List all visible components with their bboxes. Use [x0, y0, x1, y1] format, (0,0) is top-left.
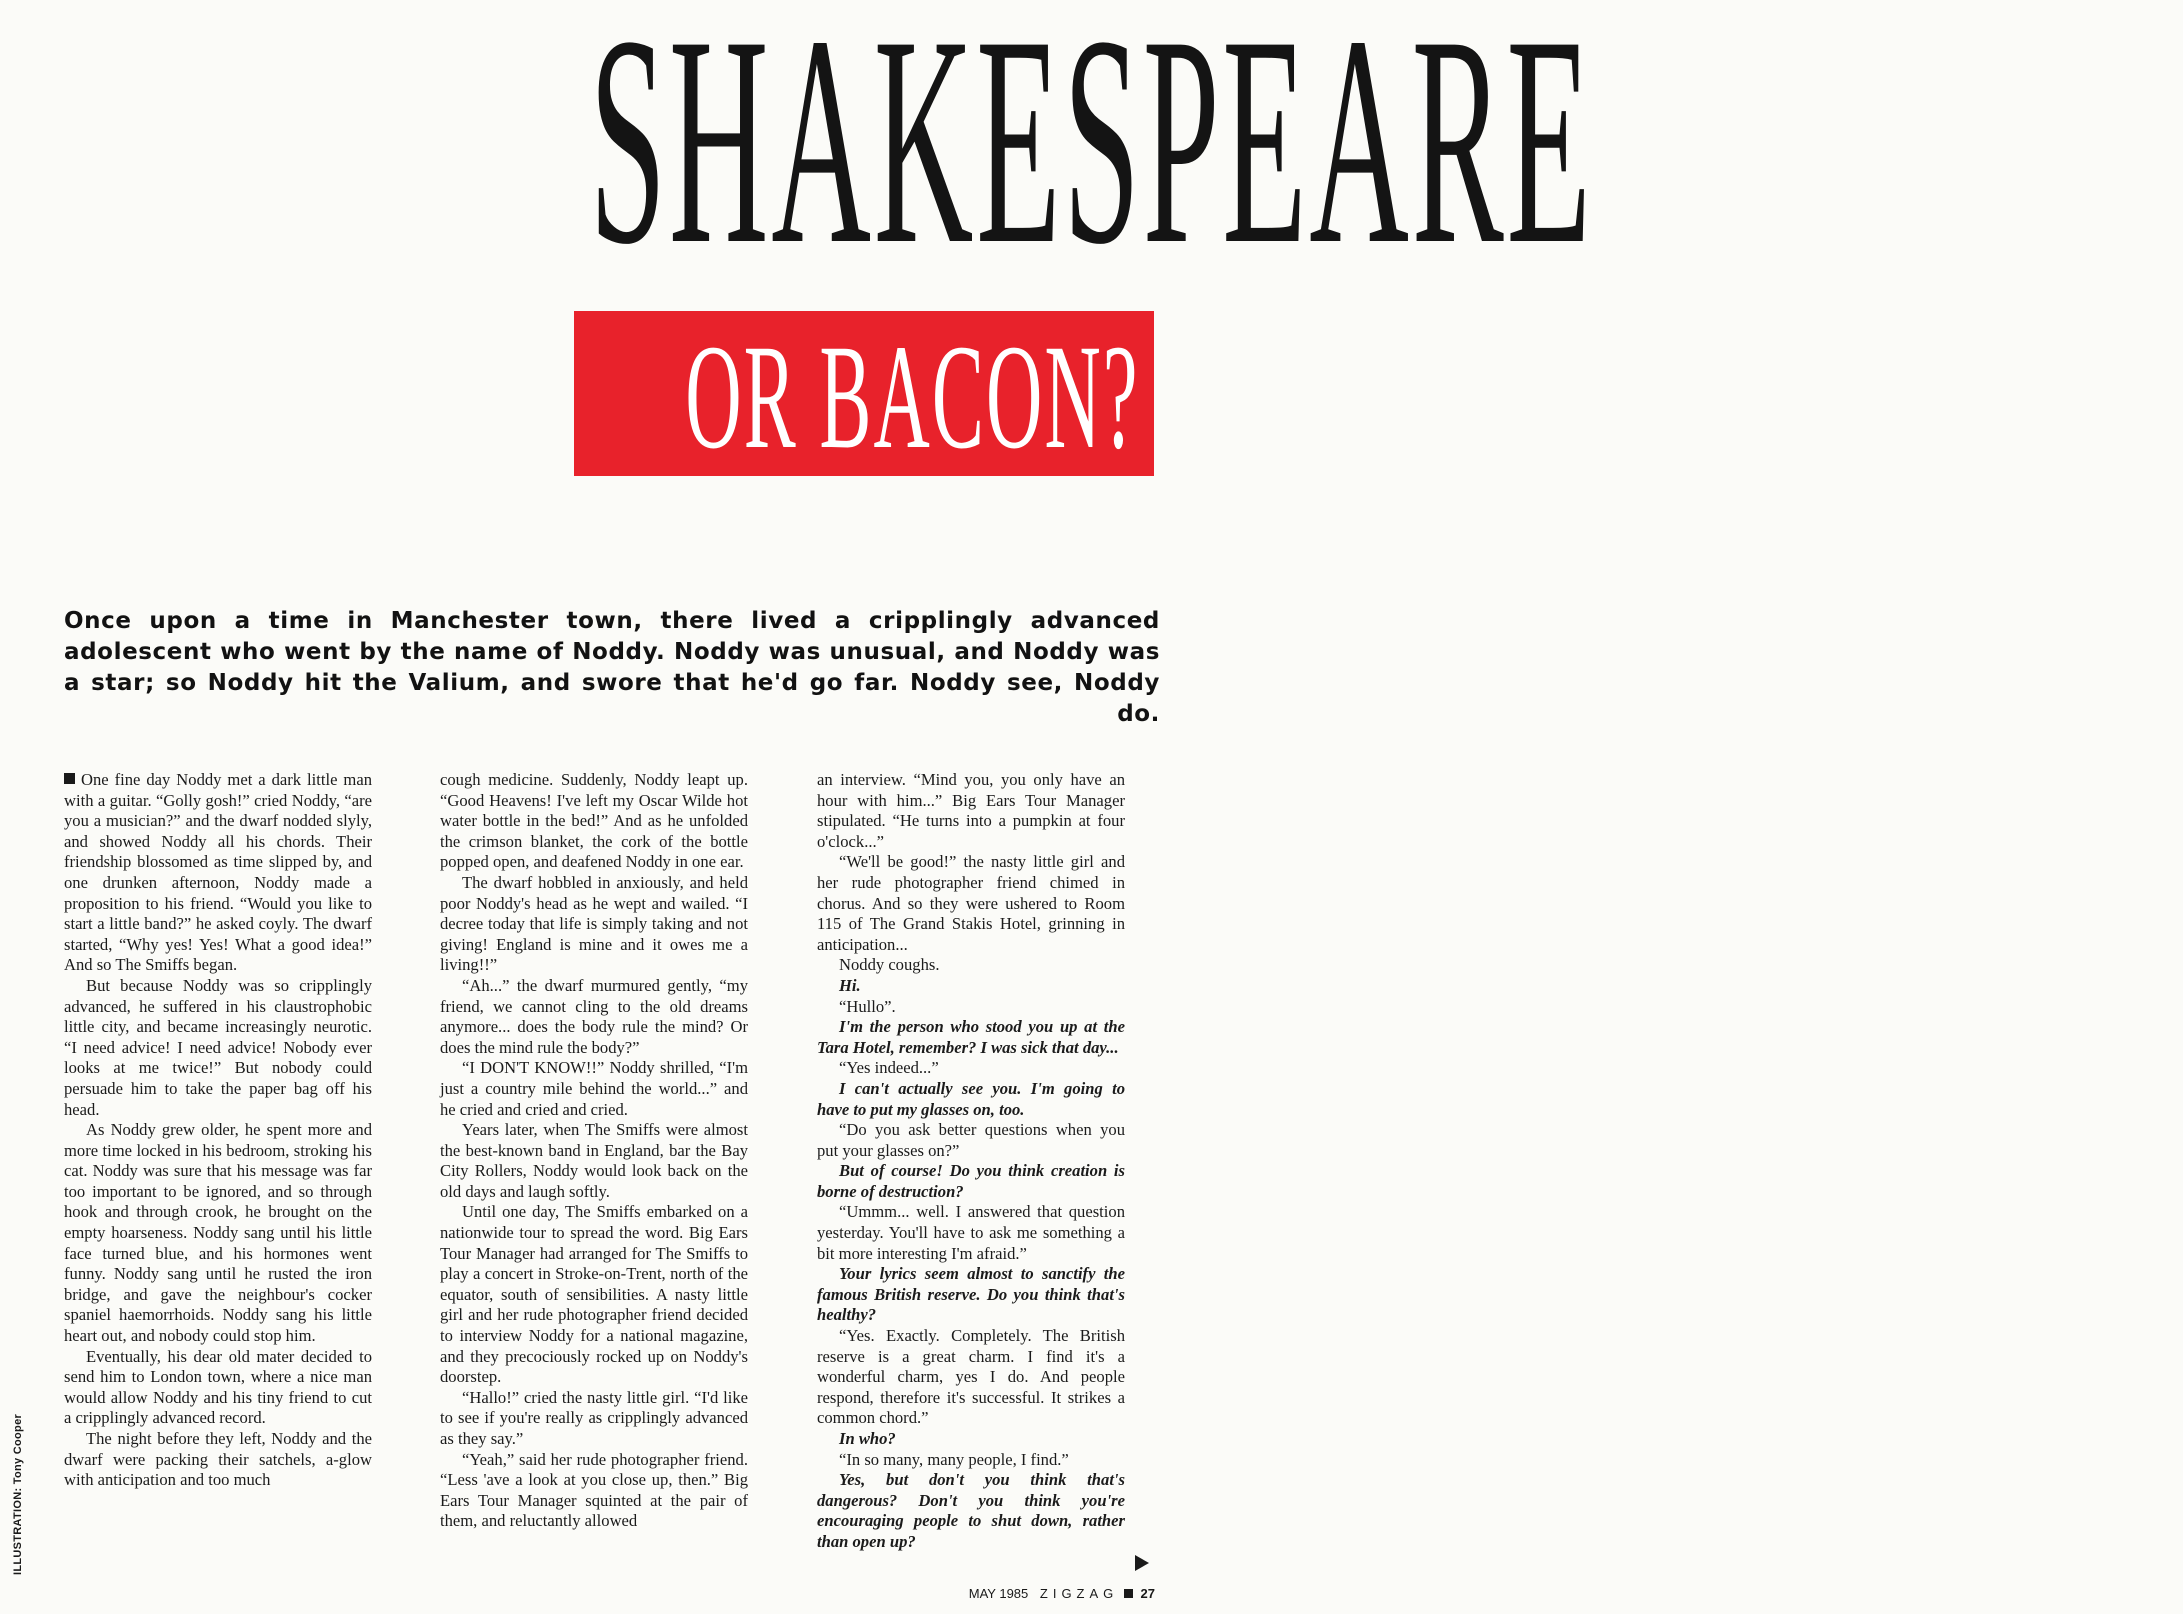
start-bullet-icon — [64, 773, 75, 784]
column-2-paragraph: “Yeah,” said her rude photographer friend. “Less 'ave a look at you close up, then.” Big Ears Tour Manager squinted at the pair of them, and reluctantly allowed — [440, 1449, 748, 1531]
column-1-paragraph: One fine day Noddy met a dark little man with a guitar. “Golly gosh!” cried Noddy, “are you a musician?” and the dwarf nodded slyly, and showed Noddy all his chords. Their friendship blossomed as time slipped by, and one drunken afternoon, Noddy made a proposition to his friend. “Would you like to start a little band?” he asked coyly. The dwarf started, “Why yes! Yes! What a good idea!” And so The Smiffs began. — [64, 770, 372, 975]
standfirst: Once upon a time in Manchester town, there lived a cripplingly advanced adolescent who went by the name of Noddy. Noddy was unusual, and Noddy was a star; so Noddy hit the Valium, and swore that he'd go far. Noddy see, Noddy do. — [64, 608, 1160, 727]
interview-question: Yes, but don't you think that's dangerous? Don't you think you're encouraging people to shut down, rather than open up? — [817, 1470, 1125, 1551]
column-1-paragraph: Eventually, his dear old mater decided to send him to London town, where a nice man would allow Noddy and his tiny friend to cut a cripplingly advanced record. — [64, 1346, 372, 1428]
article-column-2 — [440, 770, 748, 1570]
column-1-paragraph: The night before they left, Noddy and the dwarf were packing their satchels, a-glow with anticipation and too much — [64, 1429, 372, 1490]
square-bullet-icon — [1124, 1589, 1133, 1598]
interview-question: But of course! Do you think creation is borne of destruction? — [817, 1161, 1125, 1201]
magazine-name: ZIGZAG — [1039, 1586, 1119, 1601]
headline-text: SHAKESPEARE — [589, 0, 1594, 306]
column-3-paragraph: “Hullo”. — [839, 996, 896, 1016]
interview-question: I'm the person who stood you up at the Tara Hotel, remember? I was sick that day... — [817, 1017, 1125, 1057]
illustration-credit: ILLUSTRATION: Tony Cooper — [12, 1413, 24, 1575]
column-3-paragraph: “In so many, many people, I find.” — [839, 1449, 1069, 1469]
column-1-paragraph: As Noddy grew older, he spent more and more time locked in his bedroom, stroking his cat. Noddy was sure that his message was far too important to be ignored, and so through hook and through crook, he brought on the empty hoarseness. Noddy sang until his little face turned blue, and his hormones went funny. Noddy sang until he rusted the iron bridge, and gave the neighbour's cocker spaniel haemorrhoids. Noddy sang his little heart out, and nobody could stop him. — [64, 1120, 372, 1346]
column-2-paragraph: Until one day, The Smiffs embarked on a nationwide tour to spread the word. Big Ears Tour Manager had arranged for The Smiffs to play a concert in Stroke-on-Trent, north of the equator, south of sensibilities. A nasty little girl and her rude photographer friend decided to interview Noddy for a national magazine, and they precociously rocked up on Noddy's doorstep. — [440, 1202, 748, 1387]
article-column-3 — [817, 770, 1125, 1570]
column-1-paragraph: But because Noddy was so cripplingly advanced, he suffered in his claustrophobic little city, and became increasingly neurotic. “I need advice! I need advice! Nobody ever looks at me twice!” But nobody could persuade him to take the paper bag off his head. — [64, 975, 372, 1119]
headline — [0, 0, 1594, 320]
subheadline-text: OR BACON? — [685, 314, 1140, 480]
column-3-paragraph: “Yes indeed...” — [839, 1058, 939, 1078]
continue-arrow-icon — [1135, 1555, 1149, 1571]
column-2-paragraph: Years later, when The Smiffs were almost the best-known band in England, bar the Bay City Rollers, Noddy would look back on the old days and laugh softly. — [440, 1120, 748, 1201]
column-3-paragraph: “Do you ask better questions when you put your glasses on?” — [817, 1120, 1125, 1160]
article-column-1 — [64, 770, 372, 1570]
interview-question: In who? — [839, 1429, 896, 1448]
column-3-paragraph: “Yes. Exactly. Completely. The British reserve is a great charm. I find it's a wonderful charm, yes I do. And people respond, therefore it's successful. It strikes a common chord.” — [817, 1326, 1125, 1428]
page-number: 27 — [1140, 1586, 1155, 1601]
issue-date: MAY 1985 — [968, 1586, 1029, 1601]
column-2-paragraph: The dwarf hobbled in anxiously, and held poor Noddy's head as he wept and wailed. “I decree today that life is simply taking and not giving! England is mine and it owes me a living!!” — [440, 872, 748, 975]
column-3-paragraph: “We'll be good!” the nasty little girl and her rude photographer friend chimed in chorus. And so they were ushered to Room 115 of The Grand Stakis Hotel, grinning in anticipation... — [817, 852, 1125, 954]
column-2-paragraph: “Ah...” the dwarf murmured gently, “my friend, we cannot cling to the old dreams anymore... does the body rule the mind? Or does the mind rule the body?” — [440, 975, 748, 1057]
page-folio — [969, 1586, 1155, 1601]
subheadline-banner — [574, 311, 1154, 480]
column-3-paragraph: Noddy coughs. — [839, 955, 940, 975]
interview-question: I can't actually see you. I'm going to have to put my glasses on, too. — [817, 1078, 1125, 1119]
interview-question: Hi. — [839, 975, 861, 995]
column-3-paragraph: “Ummm... well. I answered that question yesterday. You'll have to ask me something a bit more interesting I'm afraid.” — [817, 1202, 1125, 1263]
column-2-paragraph: cough medicine. Suddenly, Noddy leapt up. “Good Heavens! I've left my Oscar Wilde hot water bottle in the bed!” And as he unfolded the crimson blanket, the cork of the bottle popped open, and deafened Noddy in one ear. — [440, 770, 748, 872]
interview-question: Your lyrics seem almost to sanctify the famous British reserve. Do you think that's healthy? — [817, 1264, 1125, 1325]
column-2-paragraph: “I DON'T KNOW!!” Noddy shrilled, “I'm just a country mile behind the world...” and he cried and cried and cried. — [440, 1058, 748, 1119]
column-2-paragraph: “Hallo!” cried the nasty little girl. “I'd like to see if you're really as cripplingly advanced as they say.” — [440, 1387, 748, 1448]
column-3-paragraph: an interview. “Mind you, you only have an hour with him...” Big Ears Tour Manager stipulated. “He turns into a pumpkin at four o'clock...” — [817, 770, 1125, 851]
